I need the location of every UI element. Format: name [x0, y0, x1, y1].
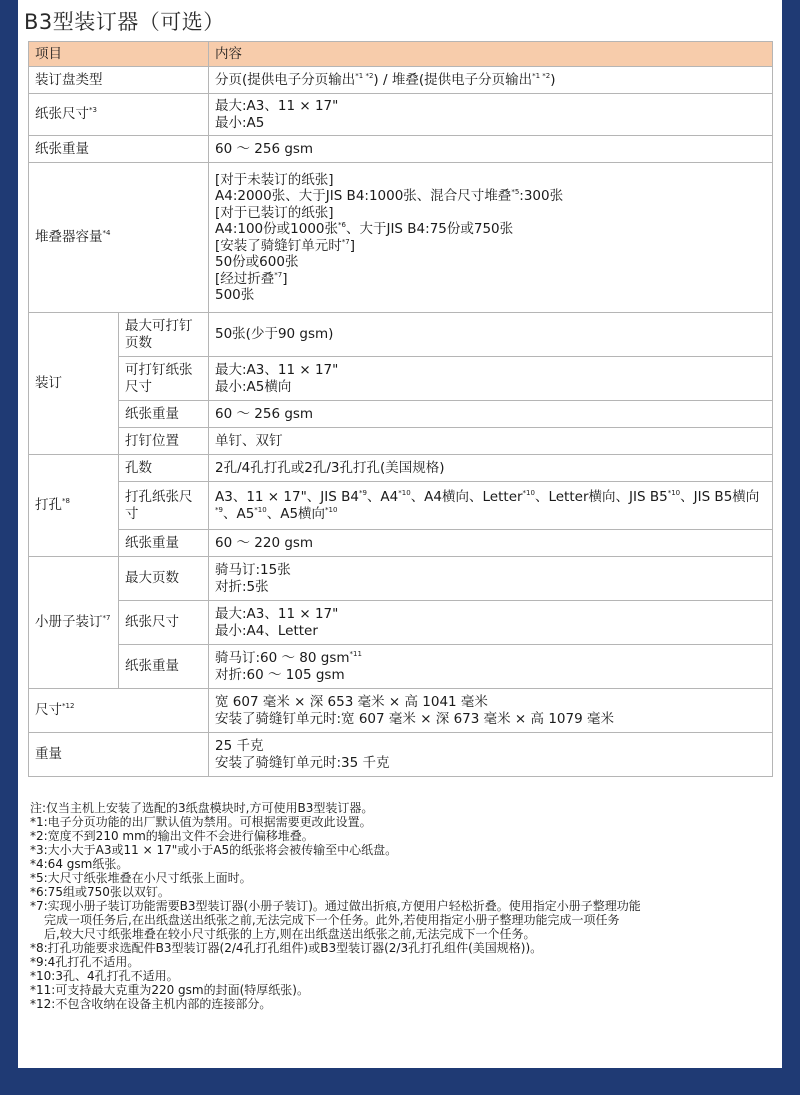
footnote: *12:不包含收纳在设备主机内部的连接部分。 [30, 997, 272, 1011]
sub-label: 最大页数 [119, 557, 209, 601]
row-value: 单钉、双钉 [209, 428, 773, 455]
row-value: A3、11 × 17"、JIS B4$^{*9}$、A4$^{*10}$、A4横向、Letter$^{*10}$、Letter横向、JIS B5$^{*10}$、JIS B5横向$^{*9}$、A5$^{*10}$、A5横向$^{*10}$ [209, 482, 773, 530]
row-label: 堆叠器容量$^{*4}$ [29, 163, 209, 313]
sub-label: 可打钉纸张尺寸 [119, 357, 209, 401]
spec-sheet [18, 0, 782, 1068]
table-row [29, 428, 773, 455]
group-label: 小册子装订$^{*7}$ [29, 557, 119, 689]
row-value: [对于未装订的纸张] A4:2000张、大于JIS B4:1000张、混合尺寸堆叠$^{*5}$:300张 [对于已装订的纸张] A4:100份或1000张$^{*6}$、大于JIS B4:75份或750张 [安装了骑缝钉单元时$^{*7}$] 50份或600张 [经过折叠$^{*7}$] 500张 [209, 163, 773, 313]
sub-label: 纸张重量 [119, 530, 209, 557]
sub-label: 纸张重量 [119, 645, 209, 689]
row-value: 50张(少于90 gsm) [209, 313, 773, 357]
table-row [29, 530, 773, 557]
footnote: *5:大尺寸纸张堆叠在小尺寸纸张上面时。 [30, 871, 252, 885]
table-row [29, 163, 773, 313]
row-value: 骑马订:60 ～ 80 gsm$^{*11}$ 对折:60 ～ 105 gsm [209, 645, 773, 689]
footnote: *10:3孔、4孔打孔不适用。 [30, 969, 179, 983]
footnote: *9:4孔打孔不适用。 [30, 955, 140, 969]
sub-label: 最大可打钉页数 [119, 313, 209, 357]
footnote: *1:电子分页功能的出厂默认值为禁用。可根据需要更改此设置。 [30, 815, 372, 829]
footnote: *8:打孔功能要求选配件B3型装订器(2/4孔打孔组件)或B3型装订器(2/3孔打孔组件(美国规格))。 [30, 941, 543, 955]
row-value: 最大:A3、11 × 17" 最小:A5横向 [209, 357, 773, 401]
row-value: 骑马订:15张 对折:5张 [209, 557, 773, 601]
footnote: *11:可支持最大克重为220 gsm的封面(特厚纸张)。 [30, 983, 309, 997]
footnote: *7:实现小册子装订功能需要B3型装订器(小册子装订)。通过做出折痕,方便用户轻松折叠。使用指定小册子整理功能 [30, 899, 641, 913]
row-value: 60 ～ 256 gsm [209, 136, 773, 163]
footnote-continuation: 后,较大尺寸纸张堆叠在较小尺寸纸张的上方,则在出纸盘送出纸张之前,无法完成下一个任务。 [44, 927, 536, 941]
table-row [29, 136, 773, 163]
header-item: 项目 [29, 42, 209, 67]
row-label: 重量 [29, 733, 209, 777]
row-value: 60 ～ 256 gsm [209, 401, 773, 428]
footnote: *6:75组或750张以双钉。 [30, 885, 170, 899]
row-value: 分页(提供电子分页输出$^{*1 *2}$) / 堆叠(提供电子分页输出$^{*1 *2}$) [209, 67, 773, 94]
spec-table [28, 41, 773, 777]
table-row [29, 401, 773, 428]
table-row [29, 455, 773, 482]
footnote: *3:大小大于A3或11 × 17"或小于A5的纸张将会被传输至中心纸盘。 [30, 843, 398, 857]
group-label: 装订 [29, 313, 119, 455]
row-value: 25 千克 安装了骑缝钉单元时:35 千克 [209, 733, 773, 777]
row-value: 最大:A3、11 × 17" 最小:A4、Letter [209, 601, 773, 645]
table-row [29, 601, 773, 645]
row-value: 2孔/4孔打孔或2孔/3孔打孔(美国规格) [209, 455, 773, 482]
sub-label: 打孔纸张尺寸 [119, 482, 209, 530]
group-label: 打孔$^{*8}$ [29, 455, 119, 557]
row-value: 60 ～ 220 gsm [209, 530, 773, 557]
footnote-continuation: 完成一项任务后,在出纸盘送出纸张之前,无法完成下一个任务。此外,若使用指定小册子整理功能完成一项任务 [44, 913, 620, 927]
row-value: 最大:A3、11 × 17" 最小:A5 [209, 94, 773, 136]
sub-label: 纸张尺寸 [119, 601, 209, 645]
table-row [29, 357, 773, 401]
table-row [29, 689, 773, 733]
sub-label: 孔数 [119, 455, 209, 482]
row-label: 纸张尺寸$^{*3}$ [29, 94, 209, 136]
table-row [29, 733, 773, 777]
table-row [29, 645, 773, 689]
table-row [29, 313, 773, 357]
footnote: *2:宽度不到210 mm的输出文件不会进行偏移堆叠。 [30, 829, 314, 843]
table-row [29, 482, 773, 530]
row-label: 纸张重量 [29, 136, 209, 163]
page-title: B3型装订器（可选） [24, 10, 225, 34]
row-label: 装订盘类型 [29, 67, 209, 94]
footnote: 注:仅当主机上安装了选配的3纸盘模块时,方可使用B3型装订器。 [30, 801, 374, 815]
footnote: *4:64 gsm纸张。 [30, 857, 129, 871]
table-header-row [29, 42, 773, 67]
sub-label: 纸张重量 [119, 401, 209, 428]
sub-label: 打钉位置 [119, 428, 209, 455]
footnotes [30, 801, 775, 1011]
row-value: 宽 607 毫米 × 深 653 毫米 × 高 1041 毫米 安装了骑缝钉单元时:宽 607 毫米 × 深 673 毫米 × 高 1079 毫米 [209, 689, 773, 733]
table-row [29, 94, 773, 136]
row-label: 尺寸$^{*12}$ [29, 689, 209, 733]
table-row [29, 67, 773, 94]
header-content: 内容 [209, 42, 773, 67]
table-row [29, 557, 773, 601]
